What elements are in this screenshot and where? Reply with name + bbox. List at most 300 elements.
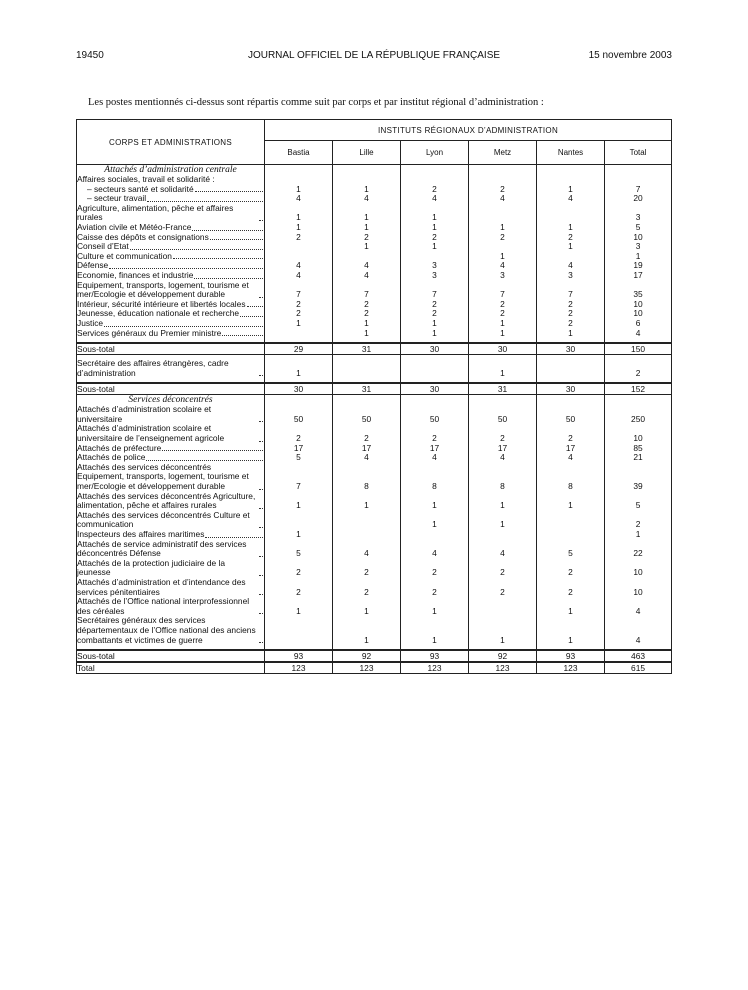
cell-value: 2 <box>401 578 469 597</box>
cell-value: 1 <box>333 616 401 645</box>
cell-value: 2 <box>605 511 672 530</box>
cell-value: 8 <box>469 463 537 492</box>
total-row-label <box>77 662 265 674</box>
total-row-value: 615 <box>605 662 672 674</box>
cell-value: 2 <box>265 559 333 578</box>
subtotal-row-value: 150 <box>605 343 672 355</box>
cell-value: 1 <box>537 223 605 233</box>
cell-value: 1 <box>469 359 537 378</box>
cell-value <box>401 530 469 540</box>
row-label-text: Equipement, transports, logement, tourisme et mer/Ecologie et développement durable <box>77 279 252 300</box>
cell-value <box>537 359 605 378</box>
column-header-bastia: Bastia <box>265 141 333 165</box>
cell-value: 2 <box>401 300 469 310</box>
subtotal-row-label-text: Sous-total <box>77 384 115 395</box>
cell-value: 4 <box>537 453 605 463</box>
row-label <box>77 540 265 559</box>
cell-value: 39 <box>605 463 672 492</box>
cell-value: 20 <box>605 194 672 204</box>
table-row <box>77 616 672 645</box>
dot-leader <box>259 508 263 509</box>
dot-leader <box>194 278 263 279</box>
cell-value: 2 <box>469 424 537 443</box>
cell-value: 1 <box>401 319 469 329</box>
subtotal-row-value: 30 <box>537 383 605 395</box>
cell-value: 2 <box>265 233 333 243</box>
cell-value: 2 <box>265 424 333 443</box>
table-row <box>77 463 672 492</box>
dot-leader <box>259 220 263 221</box>
cell-value: 2 <box>537 309 605 319</box>
cell-value: 2 <box>401 559 469 578</box>
dot-leader <box>247 306 263 307</box>
cell-value <box>265 616 333 645</box>
dot-leader <box>259 594 263 595</box>
cell-value: 4 <box>333 261 401 271</box>
cell-value: 1 <box>605 252 672 262</box>
cell-value: 1 <box>537 616 605 645</box>
cell-value <box>265 511 333 530</box>
row-label <box>77 281 265 300</box>
total-row-value: 123 <box>469 662 537 674</box>
cell-value: 1 <box>469 511 537 530</box>
cell-value <box>469 597 537 616</box>
table-row <box>77 405 672 424</box>
cell-value: 2 <box>537 319 605 329</box>
cell-value: 2 <box>537 559 605 578</box>
subtotal-row-value: 30 <box>401 383 469 395</box>
cell-value: 17 <box>605 271 672 281</box>
cell-value: 10 <box>605 300 672 310</box>
cell-value: 1 <box>333 185 401 195</box>
table-row <box>77 252 672 262</box>
row-label-text: Culture et communication <box>77 250 172 261</box>
cell-value: 1 <box>401 329 469 339</box>
row-label <box>77 559 265 578</box>
table-row <box>77 597 672 616</box>
cell-value: 2 <box>469 559 537 578</box>
cell-value: 1 <box>537 492 605 511</box>
cell-value: 4 <box>469 540 537 559</box>
row-label-text: Attachés d’administration et d’intendance des services pénitentiaires <box>77 576 248 597</box>
subtotal-row-value: 30 <box>401 343 469 355</box>
row-label-text: Attachés des services déconcentrés Agriculture, alimentation, pêche et affaires rurales <box>77 490 258 511</box>
cell-value: 1 <box>333 204 401 223</box>
cell-value: 2 <box>469 300 537 310</box>
table-row <box>77 359 672 378</box>
cell-value: 2 <box>333 300 401 310</box>
cell-value: 4 <box>401 194 469 204</box>
subtotal-row-label <box>77 383 265 395</box>
cell-value: 50 <box>333 405 401 424</box>
cell-value: 1 <box>401 492 469 511</box>
cell-value: 4 <box>401 540 469 559</box>
cell-value: 2 <box>265 578 333 597</box>
row-label-text: Aviation civile et Météo-France <box>77 221 192 232</box>
empty-cell <box>401 165 469 176</box>
corps-column-header: CORPS ET ADMINISTRATIONS <box>77 120 265 165</box>
cell-value: 4 <box>333 271 401 281</box>
cell-value: 50 <box>537 405 605 424</box>
row-label-text: Attachés de service administratif des services déconcentrés Défense <box>77 538 249 559</box>
subtotal-row-value: 30 <box>537 343 605 355</box>
dot-leader <box>259 489 263 490</box>
cell-value: 3 <box>537 271 605 281</box>
cell-value: 2 <box>605 359 672 378</box>
empty-cell <box>333 395 401 406</box>
cell-value: 2 <box>401 233 469 243</box>
cell-value: 2 <box>265 300 333 310</box>
cell-value: 5 <box>605 492 672 511</box>
cell-value: 8 <box>333 463 401 492</box>
cell-value: 2 <box>333 578 401 597</box>
cell-value: 6 <box>605 319 672 329</box>
subtotal-row <box>77 383 672 395</box>
column-header-lille: Lille <box>333 141 401 165</box>
table-row <box>77 204 672 223</box>
cell-value: 4 <box>333 194 401 204</box>
cell-value: 7 <box>401 281 469 300</box>
row-label-text: – secteurs santé et solidarité <box>87 183 194 194</box>
cell-value: 17 <box>537 444 605 454</box>
cell-value: 4 <box>469 453 537 463</box>
section-title: Services déconcentrés <box>77 395 265 406</box>
dot-leader <box>109 268 263 269</box>
subtotal-row-value: 92 <box>333 650 401 662</box>
row-label <box>77 578 265 597</box>
cell-value: 1 <box>265 597 333 616</box>
row-label <box>77 405 265 424</box>
row-label-text: Attachés de préfecture <box>77 442 162 453</box>
cell-value: 1 <box>265 359 333 378</box>
cell-value: 17 <box>469 444 537 454</box>
cell-value <box>537 204 605 223</box>
cell-value: 1 <box>469 492 537 511</box>
table-body <box>77 165 672 674</box>
cell-value: 1 <box>333 223 401 233</box>
cell-value: 5 <box>265 453 333 463</box>
cell-value: 3 <box>469 271 537 281</box>
cell-value: 4 <box>265 271 333 281</box>
row-label-text: – secteur travail <box>87 193 147 204</box>
table-row <box>77 281 672 300</box>
dot-leader <box>210 239 263 240</box>
institutes-header: INSTITUTS RÉGIONAUX D’ADMINISTRATION <box>265 120 672 141</box>
dot-leader <box>259 575 263 576</box>
cell-value <box>333 359 401 378</box>
empty-cell <box>537 395 605 406</box>
cell-value: 2 <box>333 233 401 243</box>
table-row <box>77 578 672 597</box>
table-row <box>77 559 672 578</box>
table-row <box>77 309 672 319</box>
empty-cell <box>265 165 333 176</box>
cell-value: 1 <box>469 252 537 262</box>
subtotal-row-label <box>77 343 265 355</box>
cell-value: 21 <box>605 453 672 463</box>
cell-value: 4 <box>401 453 469 463</box>
dot-leader <box>259 527 263 528</box>
table-row <box>77 444 672 454</box>
row-label-text: Agriculture, alimentation, pêche et affaires rurales <box>77 202 236 223</box>
cell-value: 3 <box>605 204 672 223</box>
row-label-text: Affaires sociales, travail et solidarité : <box>77 174 215 184</box>
row-label <box>77 597 265 616</box>
cell-value: 50 <box>265 405 333 424</box>
total-row-value: 123 <box>401 662 469 674</box>
total-row-label-text: Total <box>77 663 95 674</box>
empty-cell <box>605 395 672 406</box>
cell-value: 3 <box>401 261 469 271</box>
row-label-text: Défense <box>77 260 109 271</box>
cell-value: 250 <box>605 405 672 424</box>
cell-value: 10 <box>605 559 672 578</box>
subtotal-row-value: 152 <box>605 383 672 395</box>
intro-sentence: Les postes mentionnés ci-dessus sont répartis comme suit par corps et par institut régional d’administration : <box>88 97 544 108</box>
cell-value: 1 <box>265 223 333 233</box>
dot-leader <box>259 642 263 643</box>
subtotal-row-value: 31 <box>333 343 401 355</box>
row-label <box>77 309 265 319</box>
page-header <box>0 50 748 64</box>
dot-leader <box>192 230 263 231</box>
cell-value: 7 <box>537 281 605 300</box>
row-label-text: Attachés d’administration scolaire et universitaire de l’enseignement agricole <box>77 423 225 444</box>
empty-cell <box>537 165 605 176</box>
cell-value: 1 <box>265 530 333 540</box>
cell-value <box>537 511 605 530</box>
cell-value: 10 <box>605 309 672 319</box>
column-header-nantes: Nantes <box>537 141 605 165</box>
cell-value: 4 <box>265 194 333 204</box>
subtotal-row-value: 29 <box>265 343 333 355</box>
cell-value: 2 <box>401 185 469 195</box>
cell-value: 2 <box>333 559 401 578</box>
cell-value: 50 <box>469 405 537 424</box>
cell-value: 1 <box>333 329 401 339</box>
cell-value: 1 <box>401 204 469 223</box>
subtotal-row-value: 93 <box>401 650 469 662</box>
column-header-total: Total <box>605 141 672 165</box>
section-title: Attachés d’administration centrale <box>77 165 265 176</box>
cell-value <box>537 530 605 540</box>
empty-cell <box>333 165 401 176</box>
row-label <box>77 616 265 645</box>
row-label <box>77 329 265 339</box>
subtotal-row <box>77 343 672 355</box>
cell-value: 4 <box>333 453 401 463</box>
cell-value: 4 <box>333 540 401 559</box>
cell-value: 7 <box>605 185 672 195</box>
total-row <box>77 662 672 674</box>
cell-value: 22 <box>605 540 672 559</box>
cell-value: 1 <box>401 616 469 645</box>
table-row <box>77 511 672 530</box>
journal-title: JOURNAL OFFICIEL DE LA RÉPUBLIQUE FRANÇAISE <box>247 50 501 61</box>
empty-cell <box>469 165 537 176</box>
table-row <box>77 233 672 243</box>
row-label-text: Attachés de la protection judiciaire de la jeunesse <box>77 557 228 578</box>
subtotal-row-value: 92 <box>469 650 537 662</box>
cell-value: 5 <box>537 540 605 559</box>
cell-value: 1 <box>333 319 401 329</box>
cell-value: 1 <box>469 329 537 339</box>
row-label-text: Secrétaire des affaires étrangères, cadre d’administration <box>77 358 231 378</box>
row-label <box>77 492 265 511</box>
row-label-text: Attachés de police <box>77 452 146 463</box>
subtotal-row-label <box>77 650 265 662</box>
row-label <box>77 463 265 492</box>
cell-value: 50 <box>401 405 469 424</box>
cell-value: 2 <box>333 309 401 319</box>
cell-value: 1 <box>605 530 672 540</box>
cell-value: 7 <box>333 281 401 300</box>
cell-value: 4 <box>605 329 672 339</box>
dot-leader <box>240 316 263 317</box>
empty-cell <box>401 395 469 406</box>
cell-value: 2 <box>333 424 401 443</box>
cell-value: 7 <box>265 281 333 300</box>
cell-value: 4 <box>469 261 537 271</box>
posts-distribution-table <box>76 119 672 674</box>
dot-leader <box>162 450 263 451</box>
dot-leader <box>259 613 263 614</box>
dot-leader <box>259 297 263 298</box>
cell-value: 2 <box>537 578 605 597</box>
row-label <box>77 424 265 443</box>
subtotal-row-value: 30 <box>469 343 537 355</box>
dot-leader <box>130 249 263 250</box>
dot-leader <box>259 441 263 442</box>
cell-value: 2 <box>537 300 605 310</box>
cell-value: 1 <box>469 616 537 645</box>
cell-value: 1 <box>537 185 605 195</box>
cell-value: 4 <box>537 194 605 204</box>
row-label-text: Attachés des services déconcentrés Equipement, transports, logement, tourisme et mer/Ecologie et développement durable <box>77 461 252 492</box>
row-label <box>77 511 265 530</box>
cell-value: 8 <box>401 463 469 492</box>
cell-value: 4 <box>605 597 672 616</box>
cell-value: 10 <box>605 578 672 597</box>
cell-value: 1 <box>469 223 537 233</box>
table-row <box>77 185 672 195</box>
cell-value: 10 <box>605 233 672 243</box>
cell-value: 17 <box>333 444 401 454</box>
cell-value: 1 <box>401 597 469 616</box>
cell-value: 4 <box>605 616 672 645</box>
cell-value: 19 <box>605 261 672 271</box>
row-label-text: Services généraux du Premier ministre <box>77 327 222 338</box>
row-label-text: Justice <box>77 317 104 328</box>
cell-value: 85 <box>605 444 672 454</box>
total-row-value: 123 <box>333 662 401 674</box>
cell-value: 8 <box>537 463 605 492</box>
cell-value: 35 <box>605 281 672 300</box>
cell-value: 7 <box>469 281 537 300</box>
cell-value: 4 <box>265 261 333 271</box>
table-row <box>77 492 672 511</box>
row-label-text: Conseil d’Etat <box>77 241 129 252</box>
dot-leader <box>147 201 263 202</box>
row-label-text: Caisse des dépôts et consignations <box>77 231 209 242</box>
cell-value: 2 <box>469 233 537 243</box>
subtotal-row-value: 31 <box>333 383 401 395</box>
row-label-text: Secrétaires généraux des services départementaux de l’Office national des anciens combattants et victimes de guerre <box>77 615 258 645</box>
cell-value: 10 <box>605 424 672 443</box>
subtotal-row-label-text: Sous-total <box>77 344 115 355</box>
dot-leader <box>259 556 263 557</box>
total-row-value: 123 <box>537 662 605 674</box>
subtotal-row-value: 93 <box>537 650 605 662</box>
subtotal-row-value: 463 <box>605 650 672 662</box>
row-label-text: Inspecteurs des affaires maritimes <box>77 529 205 539</box>
cell-value: 2 <box>401 424 469 443</box>
cell-value <box>333 530 401 540</box>
subtotal-row-value: 31 <box>469 383 537 395</box>
cell-value: 1 <box>537 597 605 616</box>
cell-value: 2 <box>469 578 537 597</box>
cell-value: 2 <box>401 309 469 319</box>
cell-value: 1 <box>333 492 401 511</box>
subtotal-row-value: 30 <box>265 383 333 395</box>
table-row <box>77 540 672 559</box>
cell-value: 1 <box>469 319 537 329</box>
subtotal-row-label-text: Sous-total <box>77 651 115 662</box>
empty-cell <box>265 395 333 406</box>
row-label <box>77 204 265 223</box>
cell-value <box>469 530 537 540</box>
cell-value: 3 <box>401 271 469 281</box>
total-row-value: 123 <box>265 662 333 674</box>
dot-leader <box>259 421 263 422</box>
empty-cell <box>469 395 537 406</box>
row-label-text: Attachés de l’Office national interprofessionnel des céréales <box>77 596 252 616</box>
publication-date: 15 novembre 2003 <box>588 50 672 61</box>
table-row <box>77 329 672 339</box>
dot-leader <box>259 375 263 376</box>
empty-cell <box>605 165 672 176</box>
cell-value <box>265 242 333 252</box>
cell-value: 4 <box>537 261 605 271</box>
cell-value: 5 <box>265 540 333 559</box>
dot-leader <box>222 335 263 336</box>
dot-leader <box>104 326 263 327</box>
cell-value: 2 <box>537 233 605 243</box>
cell-value: 3 <box>605 242 672 252</box>
cell-value <box>469 204 537 223</box>
cell-value: 1 <box>333 597 401 616</box>
cell-value: 17 <box>265 444 333 454</box>
page-number: 19450 <box>76 50 104 61</box>
cell-value: 4 <box>469 194 537 204</box>
cell-value: 1 <box>265 319 333 329</box>
row-label-text: Intérieur, sécurité intérieure et libertés locales <box>77 298 246 309</box>
cell-value: 2 <box>537 424 605 443</box>
table-row <box>77 424 672 443</box>
subtotal-row-value: 93 <box>265 650 333 662</box>
cell-value: 1 <box>265 492 333 511</box>
row-label-text: Attachés des services déconcentrés Culture et communication <box>77 509 253 530</box>
dot-leader <box>205 537 263 538</box>
dot-leader <box>195 191 263 192</box>
row-label-text: Attachés d’administration scolaire et universitaire <box>77 404 214 424</box>
cell-value <box>265 329 333 339</box>
cell-value: 1 <box>265 204 333 223</box>
cell-value: 2 <box>469 309 537 319</box>
column-header-metz: Metz <box>469 141 537 165</box>
row-label-text: Economie, finances et industrie <box>77 269 194 280</box>
cell-value: 1 <box>401 511 469 530</box>
